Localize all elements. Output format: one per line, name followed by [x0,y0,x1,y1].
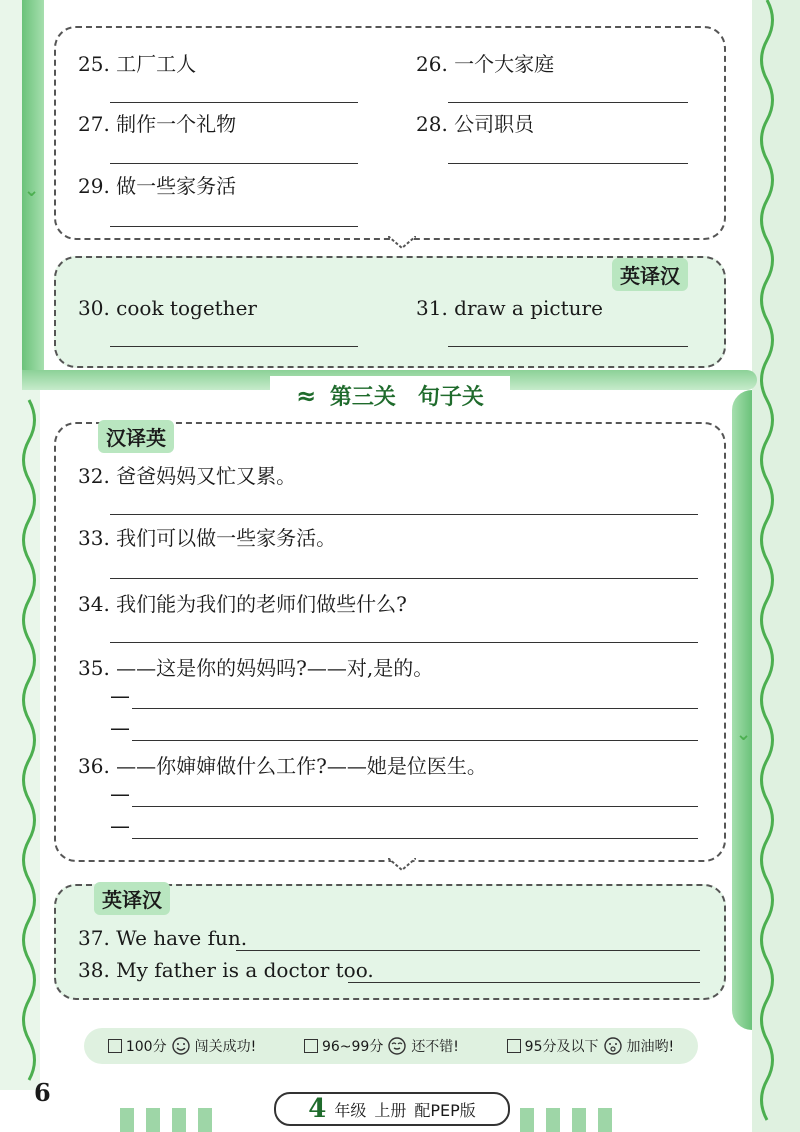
score-message: 加油哟! [626,1039,675,1055]
item-text: cook together [116,296,257,320]
right-green-band [732,390,752,1030]
score-message: 还不错! [411,1039,459,1055]
item-number: 36. [78,754,110,778]
score-item-100 [108,1036,256,1056]
section-tag: 汉译英 [98,420,174,453]
section-tag: 英译汉 [94,882,170,915]
sentence-item-37 [78,926,247,950]
checkbox-icon[interactable] [108,1039,122,1053]
item-number: 29. [78,174,110,198]
answer-line[interactable] [110,346,358,347]
right-wave-border [756,0,778,1132]
answer-line[interactable] [448,163,688,164]
item-text: draw a picture [454,296,603,320]
box-notch [388,236,416,250]
page-number: 6 [34,1078,51,1107]
sentence-item-38 [78,958,374,982]
checkbox-icon[interactable] [507,1039,521,1053]
item-number: 31. [416,296,448,320]
item-text: 我们能为我们的老师们做些什么? [116,592,407,616]
vocab-item-28 [416,108,534,137]
answer-line[interactable] [110,514,698,515]
footer-edition-pill [274,1092,510,1126]
cheer-face-icon [603,1036,623,1056]
item-number: 26. [416,52,448,76]
item-number: 30. [78,296,110,320]
chevron-down-icon: ⌄ [24,180,40,201]
item-text: 制作一个礼物 [116,112,237,136]
answer-line[interactable] [132,806,698,807]
item-number: 37. [78,926,110,950]
item-text: ——这是你的妈妈吗?——对,是的。 [116,656,434,680]
left-wave-border [18,0,40,1090]
item-number: 28. [416,112,448,136]
item-number: 34. [78,592,110,616]
item-text: 工厂工人 [116,52,197,76]
answer-line[interactable] [110,578,698,579]
dialogue-dash: — [110,716,130,740]
item-text: We have fun. [116,926,248,950]
dialogue-dash: — [110,684,130,708]
answer-line[interactable] [110,226,358,227]
section-title [270,376,510,416]
item-text: 爸爸妈妈又忙又累。 [116,464,297,488]
item-text: 做一些家务活 [116,174,237,198]
edition-label: 配PEP版 [414,1100,476,1120]
sentence-item-36 [78,750,487,779]
checkbox-icon[interactable] [304,1039,318,1053]
grade-suffix: 年级 [334,1100,367,1120]
wave-icon: ≈ [296,382,317,410]
score-label: 100分 [125,1039,167,1055]
item-number: 35. [78,656,110,680]
sentence-item-32 [78,460,296,489]
vocab-item-25 [78,48,196,77]
vocab-item-26 [416,48,554,77]
item-number: 32. [78,464,110,488]
sentence-item-34 [78,588,407,617]
answer-line[interactable] [132,740,698,741]
score-item-96-99 [304,1036,459,1056]
grade-number: 4 [308,1094,327,1124]
score-bar [84,1028,698,1064]
score-label: 95分及以下 [524,1039,599,1055]
item-number: 25. [78,52,110,76]
answer-line[interactable] [110,642,698,643]
vocab-item-29 [78,170,236,199]
item-text: 我们可以做一些家务活。 [116,526,337,550]
answer-line[interactable] [448,102,688,103]
item-number: 27. [78,112,110,136]
happy-face-icon [171,1036,191,1056]
term-label: 上册 [374,1100,407,1120]
vocab-item-30 [78,296,257,320]
answer-line[interactable] [348,982,700,983]
score-message: 闯关成功! [194,1039,257,1055]
dialogue-dash: — [110,814,130,838]
answer-line[interactable] [110,102,358,103]
section-tag: 英译汉 [612,258,688,291]
box-notch [388,858,416,872]
smile-face-icon [387,1036,407,1056]
item-text: 公司职员 [454,112,535,136]
answer-line[interactable] [448,346,688,347]
item-number: 33. [78,526,110,550]
sentence-item-35 [78,652,433,681]
item-text: ——你婶婶做什么工作?——她是位医生。 [116,754,487,778]
score-item-95-below [507,1036,674,1056]
item-text: My father is a doctor too. [116,958,374,982]
footer-stripes [120,1108,212,1132]
item-number: 38. [78,958,110,982]
answer-line[interactable] [132,708,698,709]
score-label: 96~99分 [321,1039,384,1055]
answer-line[interactable] [110,163,358,164]
answer-line[interactable] [236,950,700,951]
footer-stripes [520,1108,612,1132]
dialogue-dash: — [110,782,130,806]
vocab-item-31 [416,296,603,320]
section-title-text: 第三关 句子关 [329,385,484,410]
item-text: 一个大家庭 [454,52,555,76]
sentence-item-33 [78,522,336,551]
answer-line[interactable] [132,838,698,839]
vocab-item-27 [78,108,236,137]
chevron-down-icon: ⌄ [736,724,752,745]
